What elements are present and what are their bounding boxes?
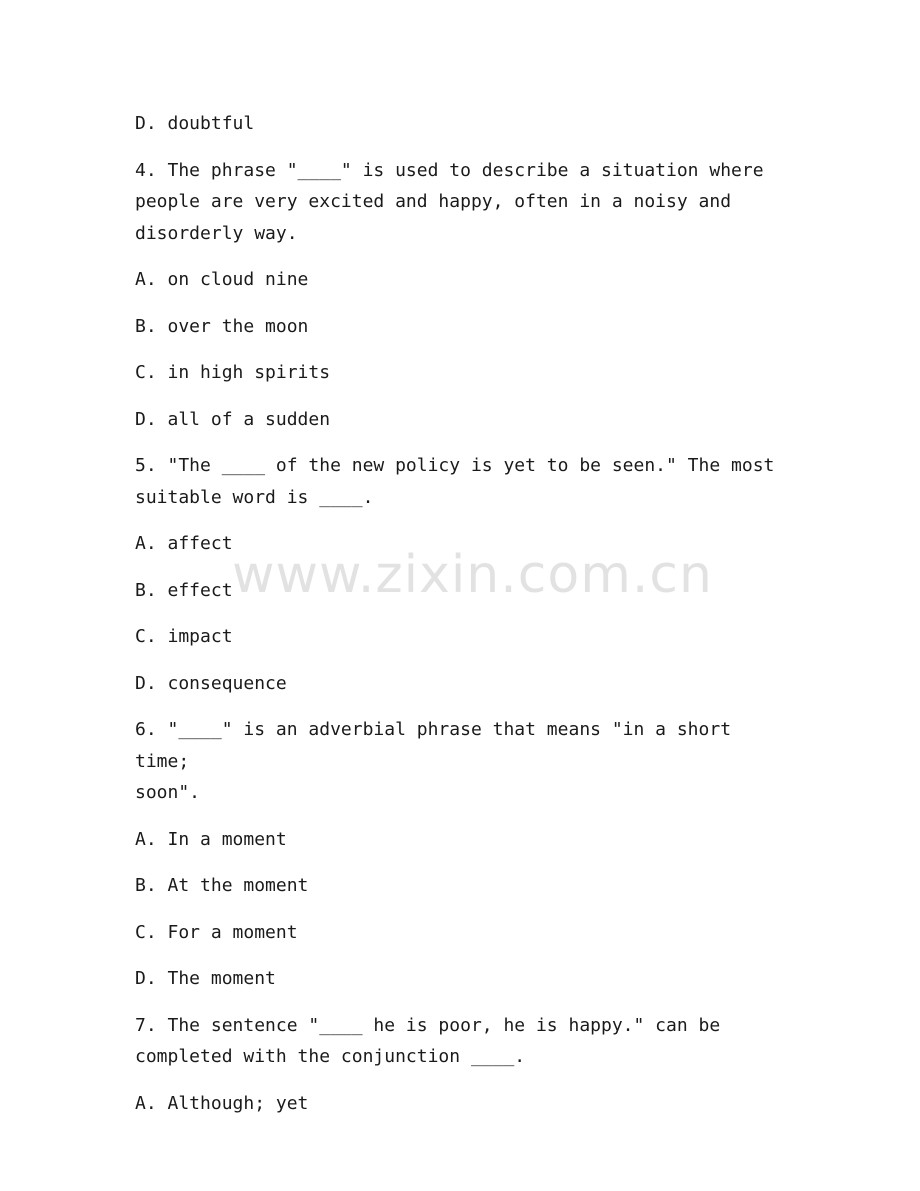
question-5-line-2: suitable word is ____.	[135, 486, 374, 508]
question-6	[135, 714, 795, 809]
question-6-option-d: D. The moment	[135, 968, 276, 989]
question-7	[135, 1010, 795, 1073]
question-7-option-a: A. Although; yet	[135, 1092, 309, 1114]
question-6-option-c: C. For a moment	[135, 921, 298, 943]
question-4-line-3: disorderly way.	[135, 222, 298, 244]
question-6-line-1: 6. "____" is an adverbial phrase that means "in a short time;	[135, 719, 742, 772]
question-5-option-d: D. consequence	[135, 672, 287, 694]
option-d-prev: D. doubtful	[135, 113, 255, 134]
question-4-option-a: A. on cloud nine	[135, 269, 309, 290]
question-4-option-d: D. all of a sudden	[135, 408, 331, 430]
question-4-option-c: C. in high spirits	[135, 362, 331, 383]
question-7-line-1: 7. The sentence "____ he is poor, he is happy." can be	[135, 1014, 721, 1036]
question-5	[135, 450, 795, 513]
question-4-option-b: B. over the moon	[135, 315, 309, 337]
question-6-line-2: soon".	[135, 782, 201, 803]
question-4-line-2: people are very excited and happy, often in a noisy and	[135, 191, 732, 212]
question-7-line-2: completed with the conjunction ____.	[135, 1046, 526, 1067]
question-5-option-a: A. affect	[135, 533, 233, 554]
question-6-option-a: A. In a moment	[135, 828, 287, 850]
watermark: www.zixin.com.cn	[232, 545, 713, 605]
question-5-option-b: B. effect	[135, 579, 233, 601]
question-list	[135, 108, 795, 1134]
question-5-option-c: C. impact	[135, 626, 233, 647]
question-4	[135, 155, 795, 250]
question-4-line-1: 4. The phrase "____" is used to describe a situation where	[135, 159, 764, 181]
question-6-option-b: B. At the moment	[135, 875, 309, 896]
question-5-line-1: 5. "The ____ of the new policy is yet to be seen." The most	[135, 455, 775, 476]
